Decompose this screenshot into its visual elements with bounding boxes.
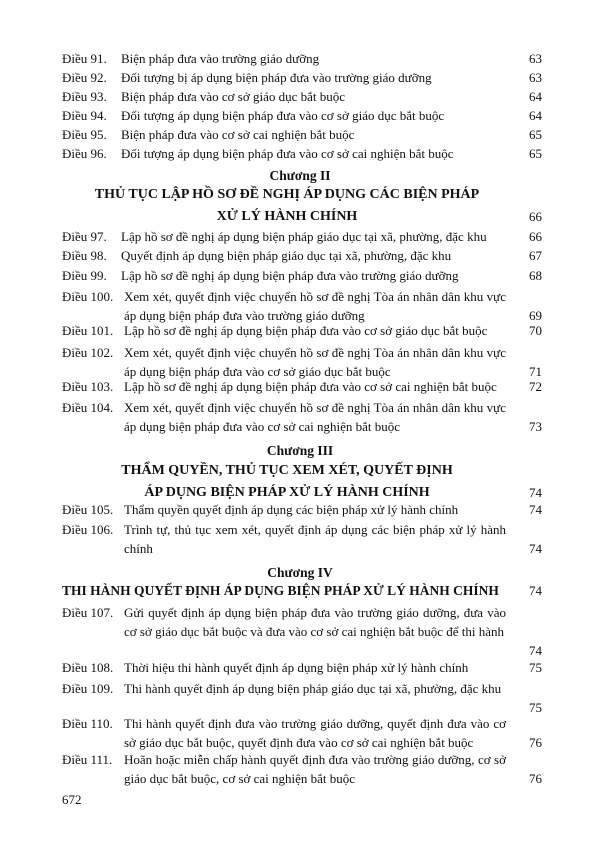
article-title: Lập hồ sơ đề nghị áp dụng biện pháp đưa vào cơ sở giáo dục bắt buộc — [124, 323, 488, 338]
chapter-title — [62, 460, 542, 504]
article-number: Điều 92. — [62, 70, 107, 85]
chapter-label: Chương II — [269, 168, 331, 183]
article-title: Xem xét, quyết định việc chuyển hồ sơ đề nghị Tòa án nhân dân khu vực áp dụng biện pháp đưa vào cơ sở giáo dục bắt buộc — [124, 345, 506, 379]
article-number: Điều 102. — [62, 345, 114, 360]
page-ref: 68 — [529, 268, 542, 283]
page-ref: 76 — [529, 771, 542, 786]
page-ref: 74 — [529, 485, 542, 500]
toc-entry — [62, 287, 542, 325]
article-number: Điều 107. — [62, 605, 114, 620]
page-ref: 73 — [529, 419, 542, 434]
article-title: Hoãn hoặc miễn chấp hành quyết định đưa vào trường giáo dưỡng, cơ sở giáo dục bắt buộc, cơ sở cai nghiện bắt buộc — [124, 752, 506, 786]
toc-entry — [62, 321, 542, 340]
page-ref: 71 — [529, 364, 542, 379]
page-ref: 65 — [529, 127, 542, 142]
article-number: Điều 101. — [62, 323, 114, 338]
article-number: Điều 108. — [62, 660, 114, 675]
article-number: Điều 94. — [62, 108, 107, 123]
article-number: Điều 97. — [62, 229, 107, 244]
toc-entry — [62, 246, 542, 265]
article-number: Điều 109. — [62, 681, 114, 696]
article-title: Xem xét, quyết định việc chuyển hồ sơ đề nghị Tòa án nhân dân khu vực áp dụng biện pháp đưa vào cơ sở cai nghiện bắt buộc — [124, 400, 506, 434]
page-ref: 76 — [529, 735, 542, 750]
chapter-title-line: THỦ TỤC LẬP HỒ SƠ ĐỀ NGHỊ ÁP DỤNG CÁC BIỆN PHÁP — [94, 187, 480, 202]
article-title: Trình tự, thủ tục xem xét, quyết định áp dụng các biện pháp xử lý hành chính — [124, 522, 506, 556]
page-ref: 75 — [529, 700, 542, 715]
toc-entry — [62, 125, 542, 144]
article-number: Điều 110. — [62, 716, 113, 731]
page-ref: 67 — [529, 248, 542, 263]
chapter-title-line: THI HÀNH QUYẾT ĐỊNH ÁP DỤNG BIỆN PHÁP XỬ LÝ HÀNH CHÍNH — [62, 583, 499, 598]
page-ref: 63 — [529, 70, 542, 85]
toc-entry — [62, 603, 542, 660]
toc-entry — [62, 750, 542, 788]
toc-entry — [62, 520, 542, 558]
chapter-label: Chương III — [266, 443, 334, 458]
chapter-title-line: THẨM QUYỀN, THỦ TỤC XEM XÉT, QUYẾT ĐỊNH — [121, 463, 453, 478]
page-ref: 65 — [529, 146, 542, 161]
article-title: Biện pháp đưa vào cơ sở cai nghiện bắt buộc — [121, 127, 355, 142]
article-number: Điều 95. — [62, 127, 107, 142]
chapter-title — [62, 580, 542, 602]
toc-entry — [62, 343, 542, 381]
page-ref: 69 — [529, 308, 542, 323]
article-title: Đối tượng áp dụng biện pháp đưa vào cơ sở cai nghiện bắt buộc — [121, 146, 454, 161]
page-ref: 66 — [529, 229, 542, 244]
chapter-title-line: ÁP DỤNG BIỆN PHÁP XỬ LÝ HÀNH CHÍNH — [144, 485, 430, 500]
toc-entry — [62, 377, 542, 396]
article-number: Điều 100. — [62, 289, 114, 304]
page-ref: 66 — [529, 209, 542, 224]
toc-entry — [62, 398, 542, 436]
toc-entry — [62, 227, 542, 246]
page-ref: 75 — [529, 660, 542, 675]
article-title: Quyết định áp dụng biện pháp giáo dục tại xã, phường, đặc khu — [121, 248, 452, 263]
article-number: Điều 93. — [62, 89, 107, 104]
article-number: Điều 96. — [62, 146, 107, 161]
article-title: Lập hồ sơ đề nghị áp dụng biện pháp đưa vào trường giáo dưỡng — [121, 268, 459, 283]
toc-entry — [62, 714, 542, 752]
article-number: Điều 103. — [62, 379, 114, 394]
toc-entry — [62, 658, 542, 677]
chapter-title — [62, 184, 542, 228]
article-title: Biện pháp đưa vào cơ sở giáo dục bắt buộc — [121, 89, 346, 104]
toc-entry — [62, 68, 542, 87]
article-number: Điều 111. — [62, 752, 113, 767]
article-number: Điều 105. — [62, 502, 114, 517]
toc-entry — [62, 106, 542, 125]
article-title: Lập hồ sơ đề nghị áp dụng biện pháp giáo dục tại xã, phường, đặc khu — [121, 229, 487, 244]
article-title: Thời hiệu thi hành quyết định áp dụng biện pháp xử lý hành chính — [124, 660, 469, 675]
article-title: Biện pháp đưa vào trường giáo dưỡng — [121, 51, 320, 66]
article-title: Đối tượng áp dụng biện pháp đưa vào cơ sở giáo dục bắt buộc — [121, 108, 445, 123]
toc-entry — [62, 679, 542, 717]
page-ref: 74 — [529, 583, 542, 598]
article-title: Thẩm quyền quyết định áp dụng các biện pháp xử lý hành chính — [124, 502, 459, 517]
page-ref: 74 — [529, 643, 542, 658]
page-ref: 64 — [529, 108, 542, 123]
page-ref: 70 — [529, 323, 542, 338]
article-title: Gửi quyết định áp dụng biện pháp đưa vào trường giáo dưỡng, đưa vào cơ sở giáo dục bắt buộc và đưa vào cơ sở cai nghiện bắt buộc để thi hành — [124, 605, 506, 639]
toc-entry — [62, 49, 542, 68]
article-number: Điều 98. — [62, 248, 107, 263]
toc-entry — [62, 500, 542, 519]
article-title: Thi hành quyết định áp dụng biện pháp giáo dục tại xã, phường, đặc khu — [124, 681, 502, 696]
toc-entry — [62, 87, 542, 106]
article-title: Thi hành quyết định đưa vào trường giáo dưỡng, quyết định đưa vào cơ sở giáo dục bắt buộc, quyết định đưa vào cơ sở cai nghiện bắt buộc — [124, 716, 506, 750]
article-number: Điều 106. — [62, 522, 114, 537]
chapter-label: Chương IV — [267, 565, 333, 580]
page-ref: 64 — [529, 89, 542, 104]
page-ref: 72 — [529, 379, 542, 394]
page-ref: 63 — [529, 51, 542, 66]
article-number: Điều 104. — [62, 400, 114, 415]
toc-entry — [62, 266, 542, 285]
chapter-title-line: XỬ LÝ HÀNH CHÍNH — [216, 209, 358, 224]
article-title: Xem xét, quyết định việc chuyển hồ sơ đề nghị Tòa án nhân dân khu vực áp dụng biện pháp đưa vào trường giáo dưỡng — [124, 289, 506, 323]
article-title: Đối tượng bị áp dụng biện pháp đưa vào trường giáo dưỡng — [121, 70, 432, 85]
toc-entry — [62, 144, 542, 163]
article-number: Điều 99. — [62, 268, 107, 283]
page-number: 672 — [62, 792, 82, 807]
page-ref: 74 — [529, 541, 542, 556]
article-number: Điều 91. — [62, 51, 107, 66]
page-ref: 74 — [529, 502, 542, 517]
article-title: Lập hồ sơ đề nghị áp dụng biện pháp đưa vào cơ sở cai nghiện bắt buộc — [124, 379, 497, 394]
